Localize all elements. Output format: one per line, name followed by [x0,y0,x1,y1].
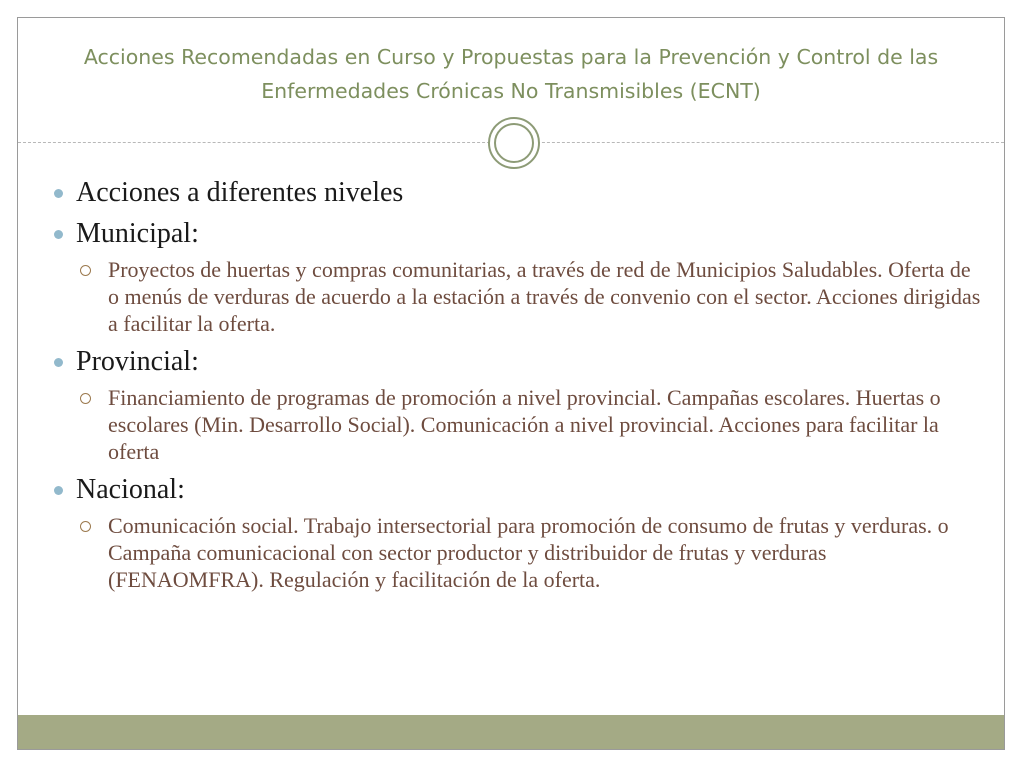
slide [17,17,1005,750]
slide-title: Acciones Recomendadas en Curso y Propuestas para la Prevención y Control de las Enfermedades Crónicas No Transmisibles (ECNT) [83,45,939,103]
list-item [52,471,982,509]
bullet-text: Comunicación social. Trabajo intersectorial para promoción de consumo de frutas y verduras. o Campaña comunicacional con sector productor y distribuidor de frutas y verduras (FENAOMFRA). Regulación y facilitación de la oferta. [108,513,949,592]
bullet-ring-icon [80,265,91,276]
bullet-text: Financiamiento de programas de promoción a nivel provincial. Campañas escolares. Huertas o escolares (Min. Desarrollo Social). Comunicación a nivel provincial. Acciones para facilitar la oferta [108,385,941,464]
list-item [52,384,982,465]
bullet-ring-icon [80,393,91,404]
list-item [52,215,982,253]
list-item [52,174,982,212]
bullet-text: Provincial: [76,346,199,377]
bullet-ring-icon [80,521,91,532]
bullet-text: Nacional: [76,474,185,505]
bullet-dot-icon [54,358,63,367]
bullet-dot-icon [54,486,63,495]
footer-bar [18,715,1004,749]
list-item [52,256,982,337]
bullet-dot-icon [54,189,63,198]
bullet-text: Proyectos de huertas y compras comunitarias, a través de red de Municipios Saludables. Oferta de o menús de verduras de acuerdo a la estación a través de convenio con el sector. Acciones dirigidas a facilitar la oferta. [108,257,981,336]
bullet-dot-icon [54,230,63,239]
list-item [52,343,982,381]
bullet-list [52,174,982,599]
circle-ornament-icon [488,117,540,169]
bullet-text: Municipal: [76,218,199,249]
bullet-text: Acciones a diferentes niveles [76,177,404,208]
list-item [52,512,982,593]
